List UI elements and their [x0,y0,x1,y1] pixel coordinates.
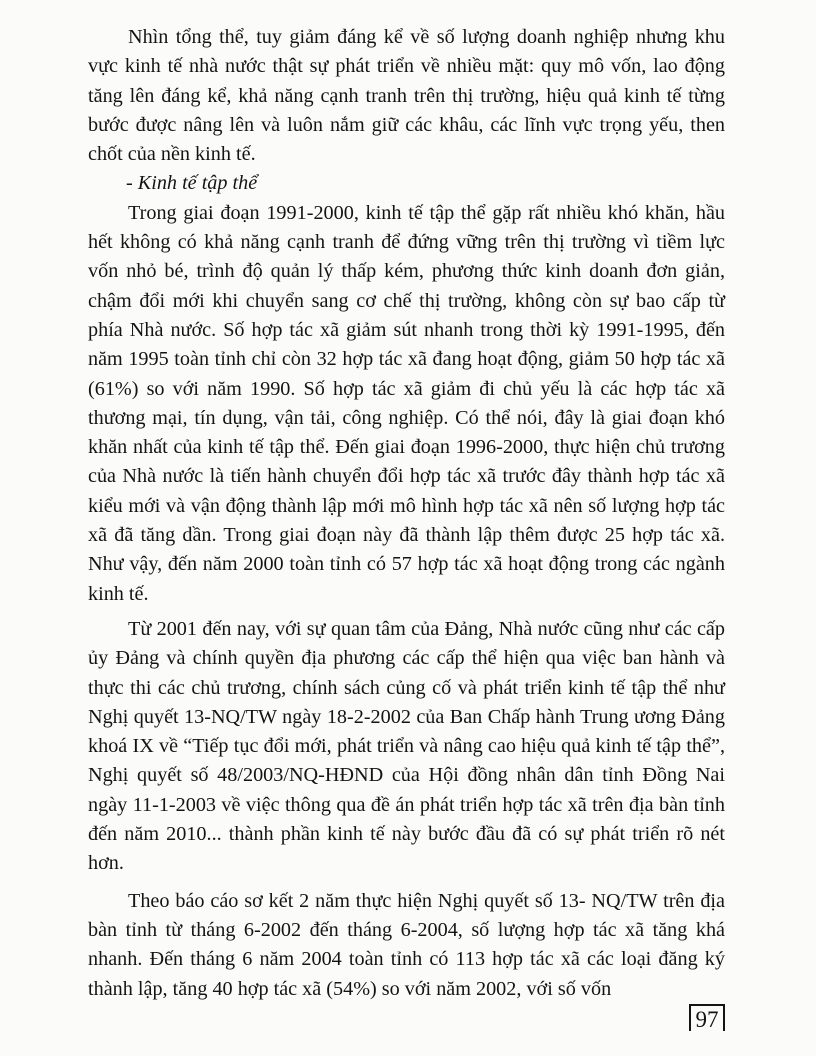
paragraph-collective-1991-2000: Trong giai đoạn 1991-2000, kinh tế tập thể gặp rất nhiều khó khăn, hầu hết không có khả năng cạnh tranh để đứng vững trên thị trường vì tiềm lực vốn nhỏ bé, trình độ quản lý thấp kém, phương thức kinh doanh đơn giản, chậm đổi mới khi chuyển sang cơ chế thị trường, không còn sự bao cấp từ phía Nhà nước. Số hợp tác xã giảm sút nhanh trong thời kỳ 1991-1995, đến năm 1995 toàn tỉnh chỉ còn 32 hợp tác xã đang hoạt động, giảm 50 hợp tác xã (61%) so với năm 1990. Số hợp tác xã giảm đi chủ yếu là các hợp tác xã thương mại, tín dụng, vận tải, công nghiệp. Có thể nói, đây là giai đoạn khó khăn nhất của kinh tế tập thể. Đến giai đoạn 1996-2000, thực hiện chủ trương của Nhà nước là tiến hành chuyển đổi hợp tác xã trước đây thành hợp tác xã kiểu mới và vận động thành lập mới mô hình hợp tác xã nên số lượng hợp tác xã đã tăng dần. Trong giai đoạn này đã thành lập thêm được 25 hợp tác xã. Như vậy, đến năm 2000 toàn tỉnh có 57 hợp tác xã hoạt động trong các ngành kinh tế. [88,201,725,605]
page-number [689,1002,725,1032]
body-text [88,23,725,1004]
paragraph-report-2002-2004: Theo báo cáo sơ kết 2 năm thực hiện Nghị quyết số 13- NQ/TW trên địa bàn tỉnh từ tháng 6-2002 đến tháng 6-2004, số lượng hợp tác xã tăng khá nhanh. Đến tháng 6 năm 2004 toàn tỉnh có 113 hợp tác xã các loại đăng ký thành lập, tăng 40 hợp tác xã (54%) so với năm 2002, với số vốn [88,889,725,1000]
section-heading-collective-economy: - Kinh tế tập thể [126,172,258,195]
page-number-value: 97 [695,1007,719,1032]
paragraph-state-sector-summary: Nhìn tổng thể, tuy giảm đáng kể về số lượng doanh nghiệp nhưng khu vực kinh tế nhà nước thật sự phát triển về nhiều mặt: quy mô vốn, lao động tăng lên đáng kể, khả năng cạnh tranh trên thị trường, hiệu quả kinh tế từng bước được nâng lên và luôn nắm giữ các khâu, các lĩnh vực trọng yếu, then chốt của nền kinh tế. [88,26,725,166]
paragraph-collective-2001-onward: Từ 2001 đến nay, với sự quan tâm của Đảng, Nhà nước cũng như các cấp ủy Đảng và chính quyền địa phương các cấp thể hiện qua việc ban hành và thực thi các chủ trương, chính sách củng cố và phát triển kinh tế tập thể như Nghị quyết 13-NQ/TW ngày 18-2-2002 của Ban Chấp hành Trung ương Đảng khoá IX về “Tiếp tục đổi mới, phát triển và nâng cao hiệu quả kinh tế tập thể”, Nghị quyết số 48/2003/NQ-HĐND của Hội đồng nhân dân tỉnh Đồng Nai ngày 11-1-2003 về việc thông qua đề án phát triển hợp tác xã trên địa bàn tỉnh đến năm 2010... thành phần kinh tế này bước đầu đã có sự phát triển rõ nét hơn. [88,617,725,875]
